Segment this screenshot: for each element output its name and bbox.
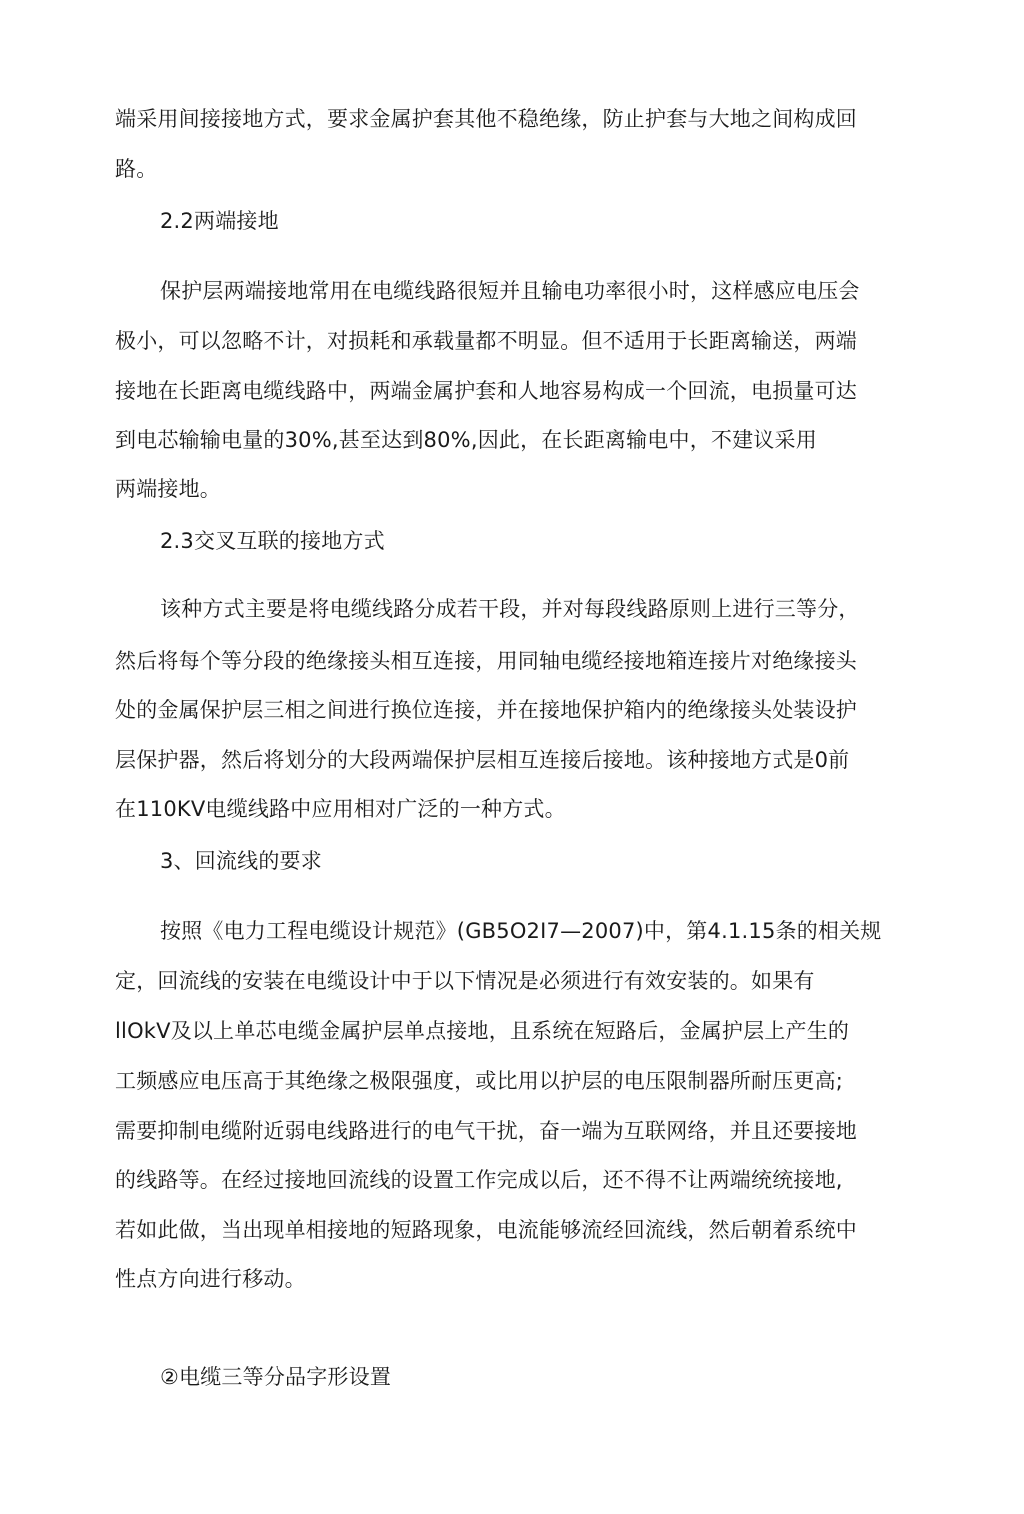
paragraph-line: 在110KV电缆线路中应用相对广泛的一种方式。	[115, 797, 566, 821]
paragraph-line: llOkV及以上单芯电缆金属护层单点接地，且系统在短路后，金属护层上产生的	[115, 1019, 850, 1043]
paragraph-line: 工频感应电压高于其绝缘之极限强度，或比用以护层的电压限制器所耐压更高;	[115, 1069, 844, 1093]
section-heading: 3、回流线的要求	[160, 849, 322, 873]
paragraph-line: 路。	[115, 157, 158, 181]
paragraph-line: 若如此做，当出现单相接地的短路现象，电流能够流经回流线，然后朝着系统中	[115, 1218, 857, 1242]
paragraph-line: 然后将每个等分段的绝缘接头相互连接，用同轴电缆经接地箱连接片对绝缘接头	[115, 649, 857, 673]
paragraph-line: 保护层两端接地常用在电缆线路很短并且输电功率很小时，这样感应电压会	[160, 279, 860, 303]
paragraph-line: 两端接地。	[115, 477, 221, 501]
section-heading: 2.3交叉互联的接地方式	[160, 529, 385, 553]
paragraph-line: 定，回流线的安装在电缆设计中于以下情况是必须进行有效安装的。如果有	[115, 969, 815, 993]
paragraph-line: 接地在长距离电缆线路中，两端金属护套和人地容易构成一个回流，电损量可达	[115, 379, 857, 403]
paragraph-line: 该种方式主要是将电缆线路分成若干段，并对每段线路原则上进行三等分，	[160, 597, 860, 621]
paragraph-line: 到电芯输输电量的30%,甚至达到80%,因此，在长距离输电中，不建议采用	[115, 428, 817, 452]
paragraph-line: 需要抑制电缆附近弱电线路进行的电气干扰，奋一端为互联网络，并且还要接地	[115, 1119, 857, 1143]
paragraph-line: 处的金属保护层三相之间进行换位连接，并在接地保护箱内的绝缘接头处装设护	[115, 698, 857, 722]
paragraph-line: 性点方向进行移动。	[115, 1267, 306, 1291]
paragraph-line: 的线路等。在经过接地回流线的设置工作完成以后，还不得不让两端统统接地,	[115, 1168, 843, 1192]
paragraph-line: 极小，可以忽略不计，对损耗和承载量都不明显。但不适用于长距离输送，两端	[115, 329, 857, 353]
section-heading: 2.2两端接地	[160, 209, 279, 233]
paragraph-line: 按照《电力工程电缆设计规范》(GB5O2I7—2007)中，第4.1.15条的相关规	[160, 919, 882, 943]
section-heading: ②电缆三等分品字形设置	[160, 1365, 392, 1389]
paragraph-line: 端采用间接接地方式，要求金属护套其他不稳绝缘，防止护套与大地之间构成回	[115, 107, 857, 131]
paragraph-line: 层保护器，然后将划分的大段两端保护层相互连接后接地。该种接地方式是0前	[115, 748, 850, 772]
